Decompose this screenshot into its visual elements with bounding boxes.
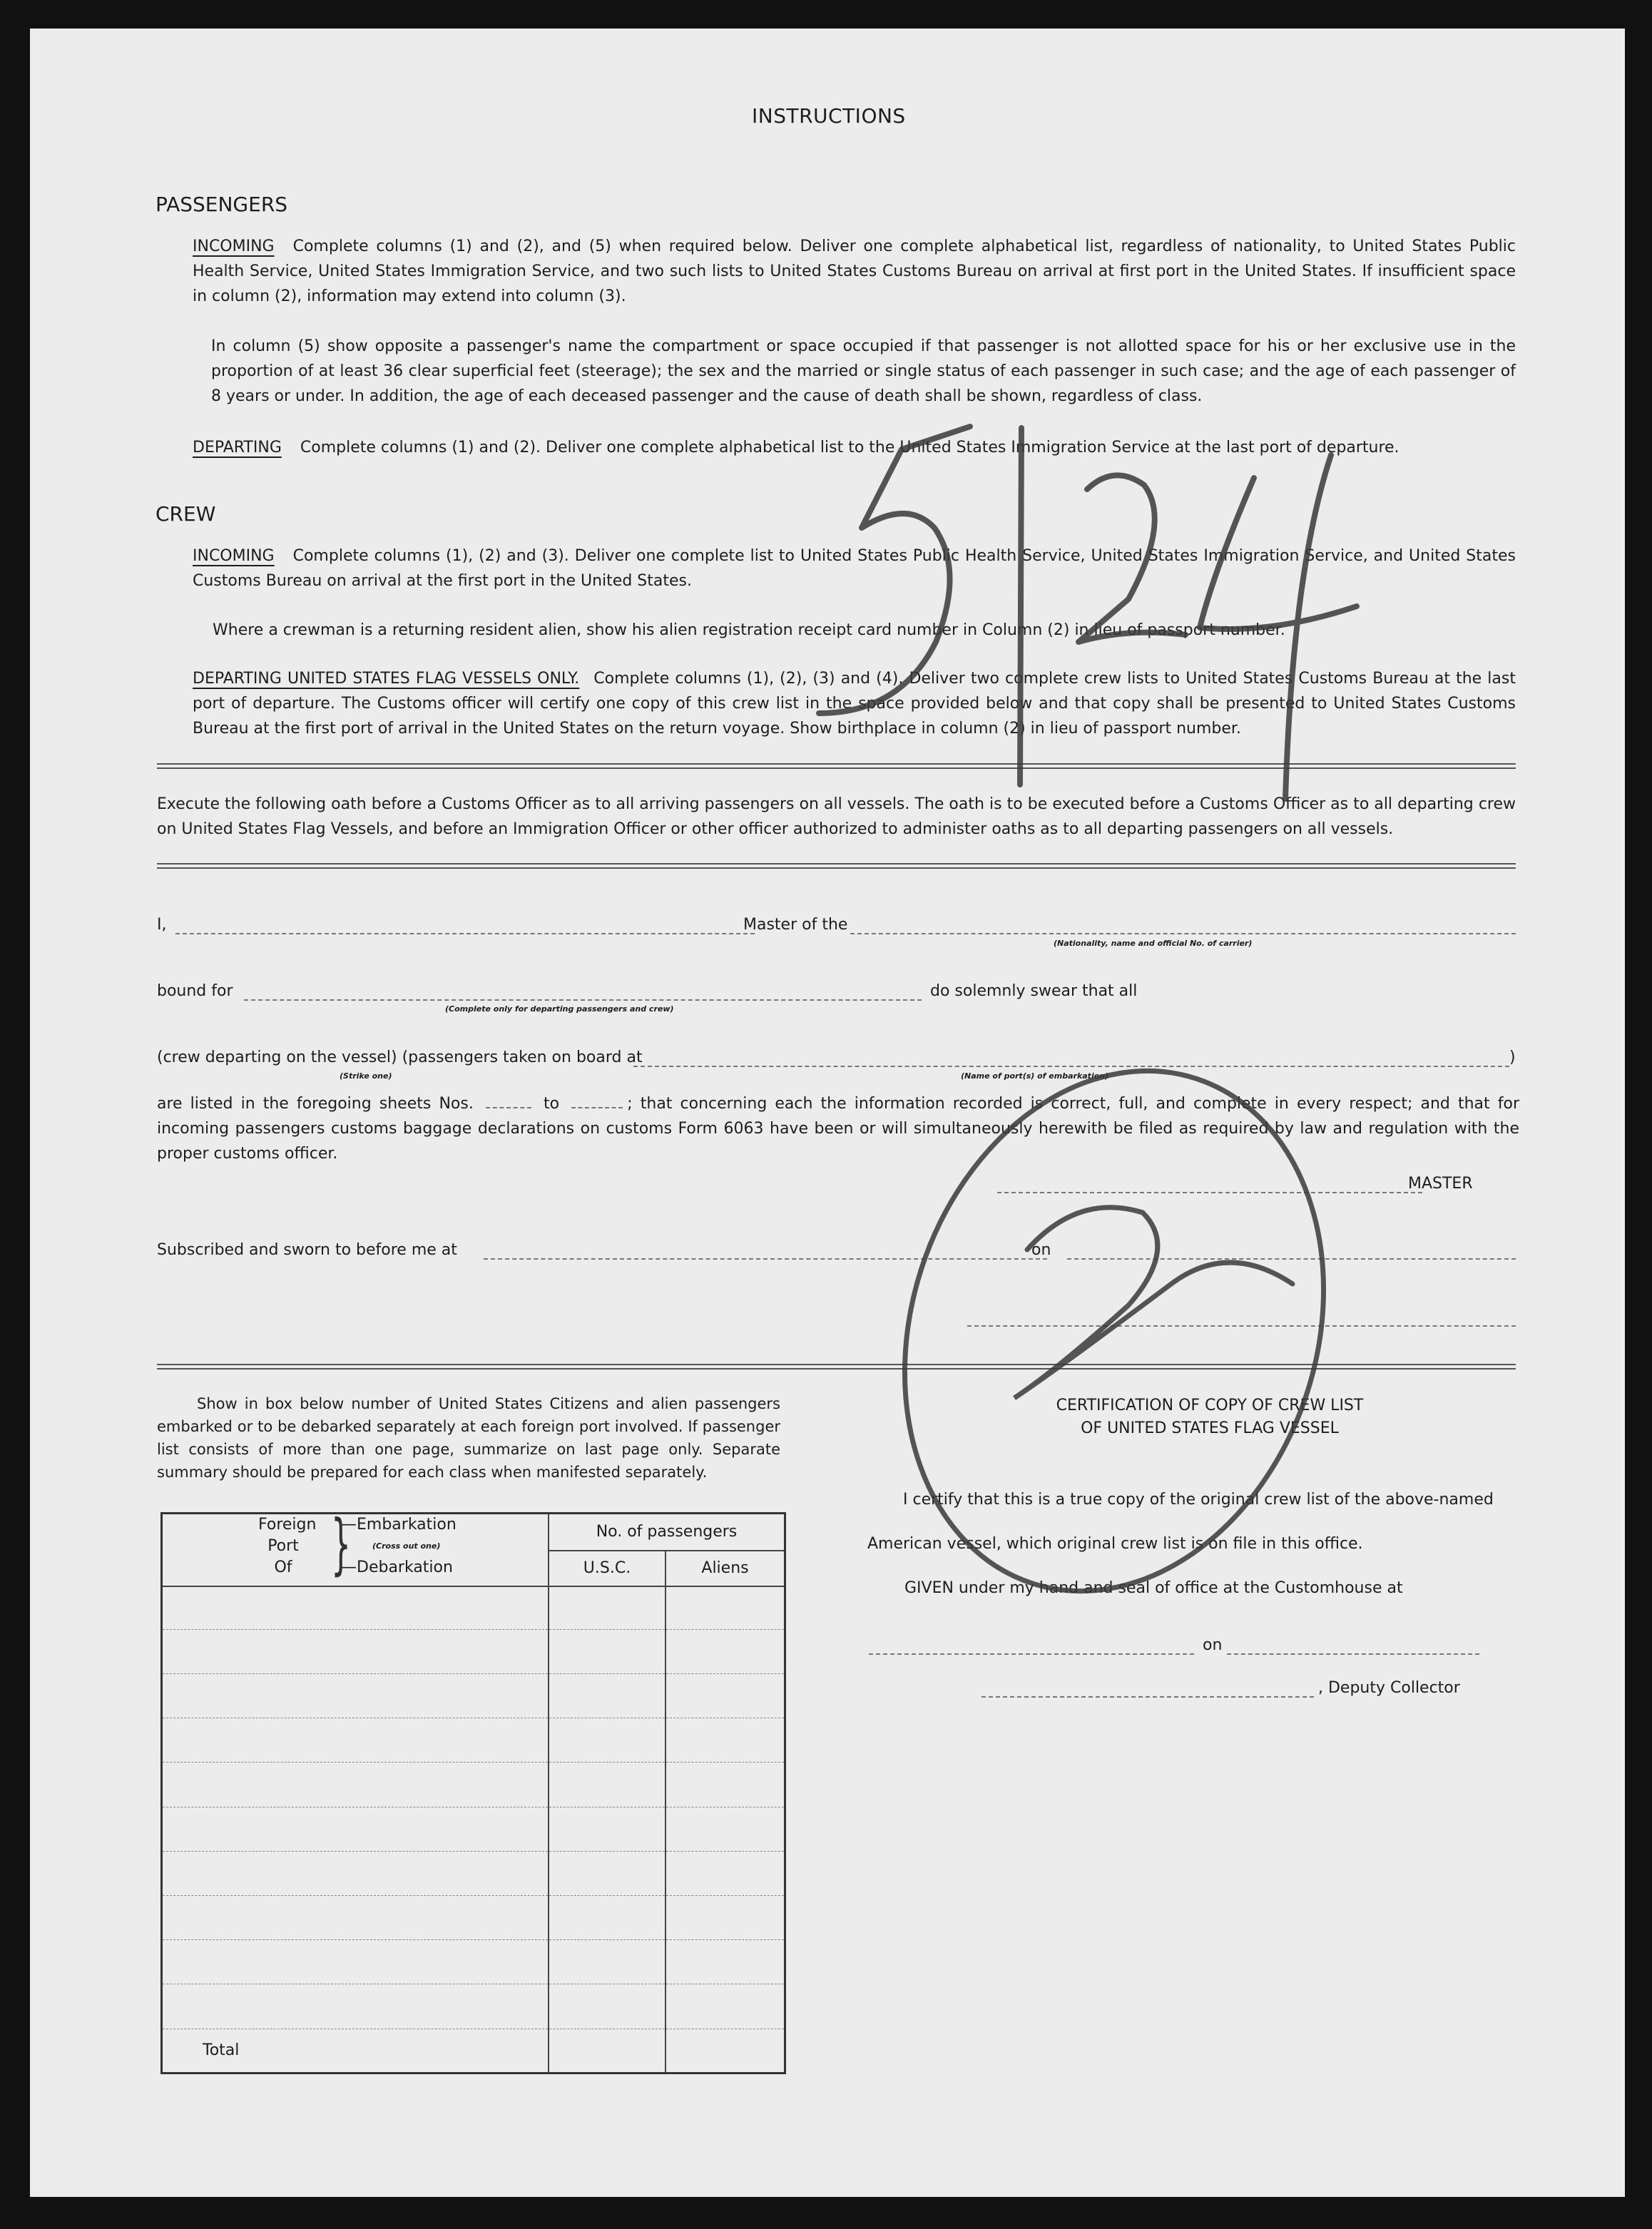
crew-departing-label: DEPARTING UNITED STATES FLAG VESSELS ONLY. (193, 670, 580, 688)
brace-glyph: } (331, 1506, 351, 1583)
page-title: INSTRUCTIONS (752, 104, 906, 128)
cert-on-label: on (1203, 1636, 1223, 1654)
handwriting-overlay (30, 29, 1625, 2197)
oath-intro: Execute the following oath before a Customs Officer as to all arriving passengers on all vessels. The oath is to be executed before a Customs Officer as to all departing crew on United States Flag Vessels, and before an Immigration Officer or other officer authorized to administer oaths as to all departing passengers on all vessels. (157, 795, 1516, 838)
nationality-note: (Nationality, name and official No. of carrier) (1054, 939, 1253, 948)
certify-line-2: American vessel, which original crew list is on file in this office. (867, 1535, 1363, 1553)
listed-label-a: are listed in the foregoing sheets Nos. (157, 1095, 474, 1113)
header-of: Of (274, 1559, 292, 1576)
passengers-column5-text: In column (5) show opposite a passenger's name the compartment or space occupied if that passenger is not allotted space for his or her exclusive use in the proportion of at least 36 clear superficial feet (steerage); the sex and the married or single status of each passenger in such case; and the age of each passenger of 8 years or under. In addition, the age of each deceased passenger and the cause of death shall be shown, regardless of class. (211, 337, 1516, 405)
passengers-departing-label: DEPARTING (193, 439, 282, 456)
listed-to-label: to (544, 1095, 560, 1113)
deputy-collector-label: , Deputy Collector (1318, 1679, 1460, 1697)
certification-title-1: CERTIFICATION OF COPY OF CREW LIST (1056, 1397, 1364, 1414)
crew-resident-text: Where a crewman is a returning resident alien, show his alien registration receipt card number in Column (2) in lieu of passport number. (213, 621, 1285, 639)
crew-incoming-label: INCOMING (193, 547, 275, 565)
swear-label: do solemnly swear that all (930, 982, 1138, 1000)
certification-title-2: OF UNITED STATES FLAG VESSEL (1081, 1419, 1339, 1437)
bound-for-label: bound for (157, 982, 233, 1000)
passengers-incoming-label: INCOMING (193, 238, 275, 255)
aliens-header: Aliens (666, 1551, 785, 1586)
certify-line-1: I certify that this is a true copy of the original crew list of the above-named (903, 1491, 1494, 1509)
strike-line-label: (crew departing on the vessel) (passengers taken on board at (157, 1049, 643, 1066)
bound-for-note: (Complete only for departing passengers and crew) (445, 1004, 674, 1014)
oath-i-label: I, (157, 916, 167, 934)
sworn-on-label: on (1031, 1241, 1051, 1259)
master-label: MASTER (1408, 1175, 1473, 1193)
header-port: Port (267, 1537, 299, 1555)
usc-header: U.S.C. (549, 1551, 666, 1586)
master-of-the-label: Master of the (743, 916, 848, 934)
subscribed-label: Subscribed and sworn to before me at (157, 1241, 457, 1259)
total-label: Total (203, 2041, 240, 2060)
passengers-heading: PASSENGERS (155, 193, 288, 216)
passengers-incoming-text: Complete columns (1) and (2), and (5) when required below. Deliver one complete alphabetical list, regardless of nationality, to United States Public Health Service, United States Immigration Service, and two such lists to United States Customs Bureau on arrival at first port in the United States. If insufficient space in column (2), information may extend into column (3). (193, 238, 1516, 305)
header-foreign: Foreign (258, 1516, 317, 1534)
form-sheet (30, 29, 1625, 2197)
crew-heading: CREW (155, 502, 216, 526)
given-line: GIVEN under my hand and seal of office at the Customhouse at (904, 1579, 1403, 1597)
page-number-handwriting (819, 427, 1357, 799)
header-cross-out: (Cross out one) (372, 1541, 441, 1551)
close-paren: ) (1509, 1049, 1516, 1066)
strike-note: (Strike one) (340, 1071, 392, 1081)
no-passengers-header: No. of passengers (549, 1514, 785, 1551)
circled-number-handwriting (840, 1016, 1389, 1646)
summary-instructions: Show in box below number of United States Citizens and alien passengers embarked or to be debarked separately at each foreign port involved. If passenger list consists of more than one page, summarize on last page only. Separate summary should be prepared for each class when manifested separately. (157, 1395, 780, 1481)
crew-departing-text: Complete columns (1), (2), (3) and (4). Deliver two complete crew lists to United States Customs Bureau at the last port of departure. The Customs officer will certify one copy of this crew list in the space provided below and that copy shall be presented to United States Customs Bureau at the first port of arrival in the United States on the return voyage. Show birthplace in column (2) in lieu of passport number. (193, 670, 1516, 738)
header-embarkation: —Embarkation (341, 1516, 457, 1534)
listed-label-b: ; that concerning each the information recorded is correct, full, and complete in every respect; and that for incoming passengers customs baggage declarations on customs Form 6063 have been or will simultaneously herewith be filed as required by law and regulation with the proper customs officer. (157, 1095, 1520, 1163)
passengers-departing-text: Complete columns (1) and (2). Deliver one complete alphabetical list to the United States Immigration Service at the last port of departure. (300, 439, 1399, 456)
ports-note: (Name of port(s) of embarkation) (961, 1071, 1109, 1081)
header-debarkation: —Debarkation (341, 1559, 453, 1576)
crew-incoming-text: Complete columns (1), (2) and (3). Deliver one complete list to United States Public Health Service, United States Immigration Service, and United States Customs Bureau on arrival at the first port in the United States. (193, 547, 1516, 590)
